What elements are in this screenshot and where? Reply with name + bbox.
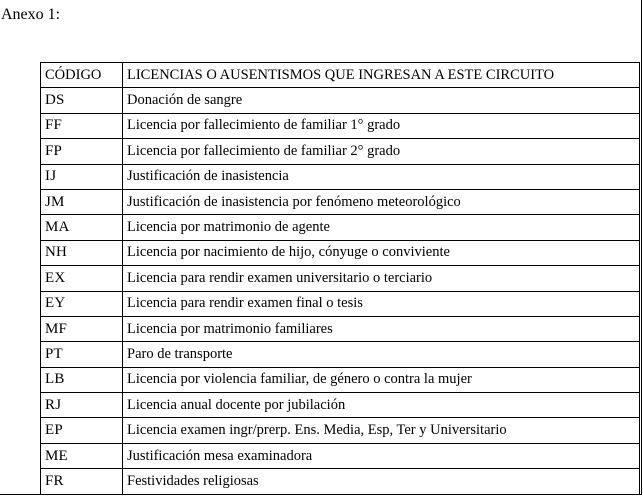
description-cell: Licencia para rendir examen universitario o terciario xyxy=(123,266,640,291)
table-row xyxy=(41,139,640,164)
header-description: LICENCIAS O AUSENTISMOS QUE INGRESAN A ESTE CIRCUITO xyxy=(123,63,640,88)
code-cell: RJ xyxy=(41,393,123,418)
table-row xyxy=(41,215,640,240)
code-cell: MF xyxy=(41,316,123,341)
table-row xyxy=(41,418,640,443)
description-cell: Licencia para rendir examen final o tesis xyxy=(123,291,640,316)
description-cell: Paro de transporte xyxy=(123,342,640,367)
description-cell: Justificación de inasistencia por fenómeno meteorológico xyxy=(123,189,640,214)
description-cell: Festividades religiosas xyxy=(123,469,640,494)
description-cell: Licencia por matrimonio familiares xyxy=(123,316,640,341)
code-cell: DS xyxy=(41,88,123,113)
description-cell: Justificación mesa examinadora xyxy=(123,443,640,468)
code-cell: IJ xyxy=(41,164,123,189)
description-cell: Licencia por fallecimiento de familiar 1° grado xyxy=(123,113,640,138)
description-cell: Licencia por nacimiento de hijo, cónyuge o conviviente xyxy=(123,240,640,265)
code-cell: FR xyxy=(41,469,123,494)
table-row xyxy=(41,113,640,138)
table-row xyxy=(41,342,640,367)
table-row xyxy=(41,469,640,494)
code-cell: JM xyxy=(41,189,123,214)
header-code: CÓDIGO xyxy=(41,63,123,88)
description-cell: Licencia anual docente por jubilación xyxy=(123,393,640,418)
code-cell: EY xyxy=(41,291,123,316)
description-cell: Justificación de inasistencia xyxy=(123,164,640,189)
annex-heading: Anexo 1: xyxy=(1,6,61,23)
table-row xyxy=(41,291,640,316)
table-row xyxy=(41,393,640,418)
code-cell: LB xyxy=(41,367,123,392)
code-cell: FF xyxy=(41,113,123,138)
description-cell: Licencia por fallecimiento de familiar 2° grado xyxy=(123,139,640,164)
table-row xyxy=(41,189,640,214)
table-row xyxy=(41,266,640,291)
table-row xyxy=(41,443,640,468)
code-cell: MA xyxy=(41,215,123,240)
table-row xyxy=(41,240,640,265)
code-cell: EX xyxy=(41,266,123,291)
description-cell: Licencia por matrimonio de agente xyxy=(123,215,640,240)
table-body xyxy=(41,88,640,494)
description-cell: Licencia por violencia familiar, de género o contra la mujer xyxy=(123,367,640,392)
code-cell: PT xyxy=(41,342,123,367)
code-cell: FP xyxy=(41,139,123,164)
code-cell: NH xyxy=(41,240,123,265)
code-cell: EP xyxy=(41,418,123,443)
table-row xyxy=(41,164,640,189)
table-row xyxy=(41,316,640,341)
table-row xyxy=(41,367,640,392)
code-cell: ME xyxy=(41,443,123,468)
license-codes-table xyxy=(40,62,640,495)
description-cell: Donación de sangre xyxy=(123,88,640,113)
description-cell: Licencia examen ingr/prerp. Ens. Media, Esp, Ter y Universitario xyxy=(123,418,640,443)
table-row xyxy=(41,88,640,113)
table-header-row xyxy=(41,63,640,88)
